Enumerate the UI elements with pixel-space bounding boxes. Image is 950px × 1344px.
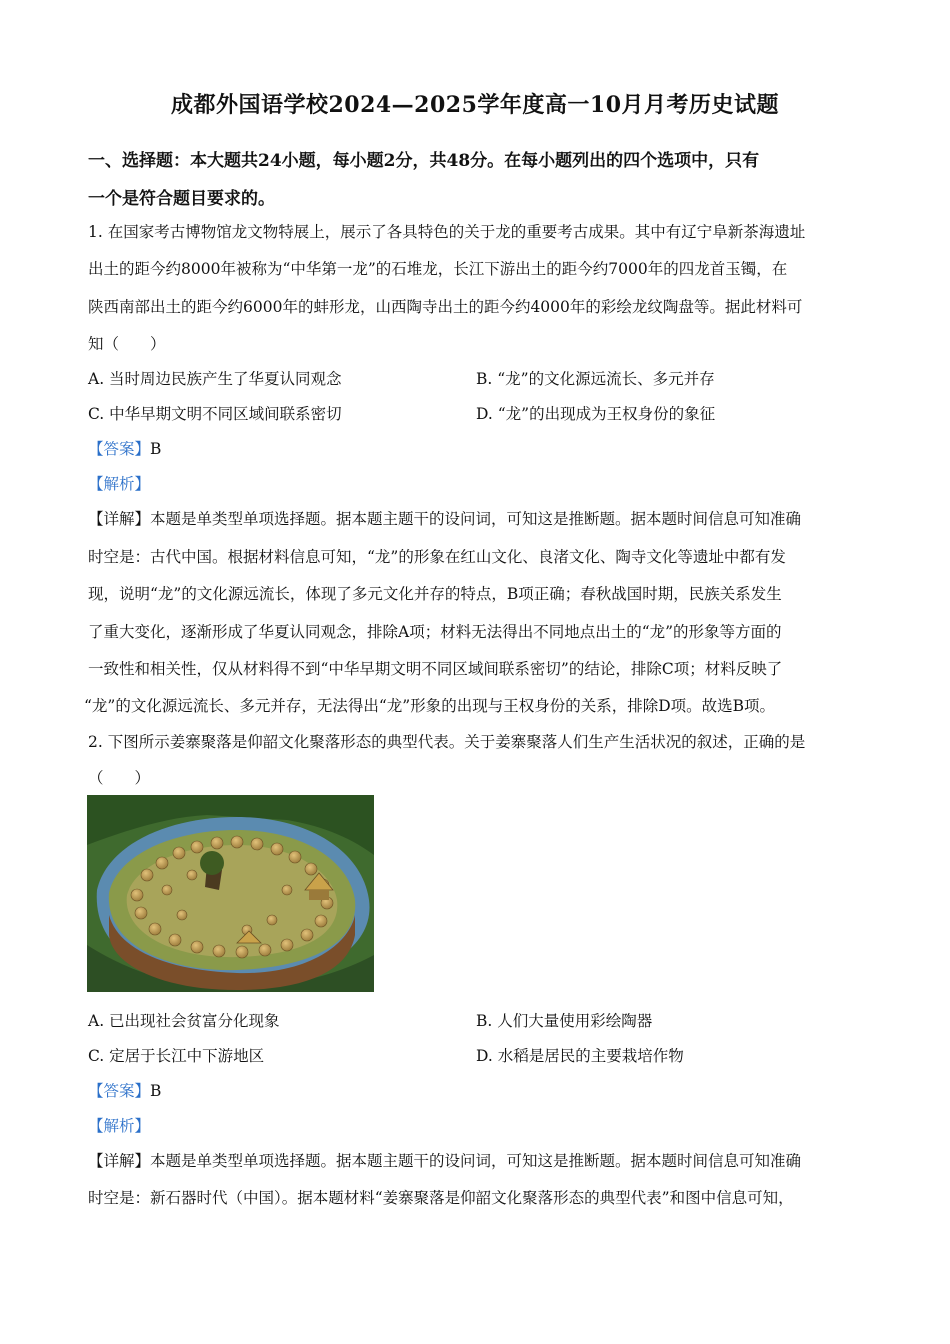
q2-detail-line2: 时空是：新石器时代（中国）。据本题材料“姜寨聚落是仰韶文化聚落形态的典型代表”和图中信息可知， — [88, 1189, 794, 1207]
q2-analysis-tag — [88, 1114, 878, 1136]
q2-stem-line2: （ ） — [88, 769, 151, 787]
q1-stem-line4: 知（ ） — [88, 335, 166, 353]
q1-detail-line1 — [88, 507, 878, 529]
q1-analysis-tag — [88, 472, 878, 494]
detail-tag: 【详解】 — [88, 510, 151, 528]
q1-option-c: C. 中华早期文明不同区域间联系密切 — [88, 405, 342, 423]
q2-option-a: A. 已出现社会贫富分化现象 — [88, 1012, 280, 1030]
q1-option-a: A. 当时周边民族产生了华夏认同观念 — [88, 370, 342, 388]
q2-option-c: C. 定居于长江中下游地区 — [88, 1047, 265, 1065]
detail-tag: 【详解】 — [88, 1152, 151, 1170]
analysis-tag: 【解析】 — [88, 1117, 151, 1135]
q1-detail-line6: “龙”的文化源远流长、多元并存，无法得出“龙”形象的出现与王权身份的关系，排除D项。故选B项。 — [84, 697, 776, 715]
q1-detail-line4: 了重大变化，逐渐形成了华夏认同观念，排除A项；材料无法得出不同地点出土的“龙”的形象等方面的 — [88, 623, 782, 641]
q2-answer — [88, 1079, 878, 1101]
q1-option-d: D. “龙”的出现成为王权身份的象征 — [476, 405, 716, 423]
answer-value: B — [150, 1082, 162, 1100]
detail-text: 本题是单类型单项选择题。据本题主题干的设问词，可知这是推断题。据本题时间信息可知准确 — [150, 1152, 802, 1170]
q1-stem-line2: 出土的距今约8000年被称为“中华第一龙”的石堆龙，长江下游出土的距今约7000年的四龙首玉镯，在 — [88, 260, 788, 278]
analysis-tag: 【解析】 — [88, 475, 151, 493]
q1-stem-line3: 陕西南部出土的距今约6000年的蚌形龙，山西陶寺出土的距今约4000年的彩绘龙纹陶盘等。据此材料可 — [88, 298, 803, 316]
q1-option-b: B. “龙”的文化源远流长、多元并存 — [476, 370, 715, 388]
q2-option-b: B. 人们大量使用彩绘陶器 — [476, 1012, 653, 1030]
section-heading-line1: 一、选择题：本大题共24小题，每小题2分，共48分。在每小题列出的四个选项中，只有 — [88, 151, 760, 171]
q1-detail-line3: 现，说明“龙”的文化源远流长，体现了多元文化并存的特点，B项正确；春秋战国时期，民族关系发生 — [88, 585, 782, 603]
q2-stem-line1: 2. 下图所示姜寨聚落是仰韶文化聚落形态的典型代表。关于姜寨聚落人们生产生活状况的叙述，正确的是 — [88, 733, 806, 751]
answer-tag: 【答案】 — [88, 1082, 151, 1100]
q1-detail-line2: 时空是：古代中国。根据材料信息可知，“龙”的形象在红山文化、良渚文化、陶寺文化等遗址中都有发 — [88, 548, 786, 566]
q1-stem-line1: 1. 在国家考古博物馆龙文物特展上，展示了各具特色的关于龙的重要考古成果。其中有辽宁阜新茶海遗址 — [88, 223, 806, 241]
q1-detail-line5: 一致性和相关性，仅从材料得不到“中华早期文明不同区域间联系密切”的结论，排除C项；材料反映了 — [88, 660, 783, 678]
q1-answer — [88, 437, 878, 459]
answer-value: B — [150, 440, 162, 458]
q2-detail-line1 — [88, 1149, 878, 1171]
section-heading-line2: 一个是符合题目要求的。 — [88, 189, 275, 209]
q2-option-d: D. 水稻是居民的主要栽培作物 — [476, 1047, 684, 1065]
jiangzhai-settlement-illustration — [87, 795, 374, 992]
detail-text: 本题是单类型单项选择题。据本题主题干的设问词，可知这是推断题。据本题时间信息可知准确 — [150, 510, 802, 528]
answer-tag: 【答案】 — [88, 440, 151, 458]
page-title: 成都外国语学校2024—2025学年度高一10月月考历史试题 — [170, 92, 780, 118]
